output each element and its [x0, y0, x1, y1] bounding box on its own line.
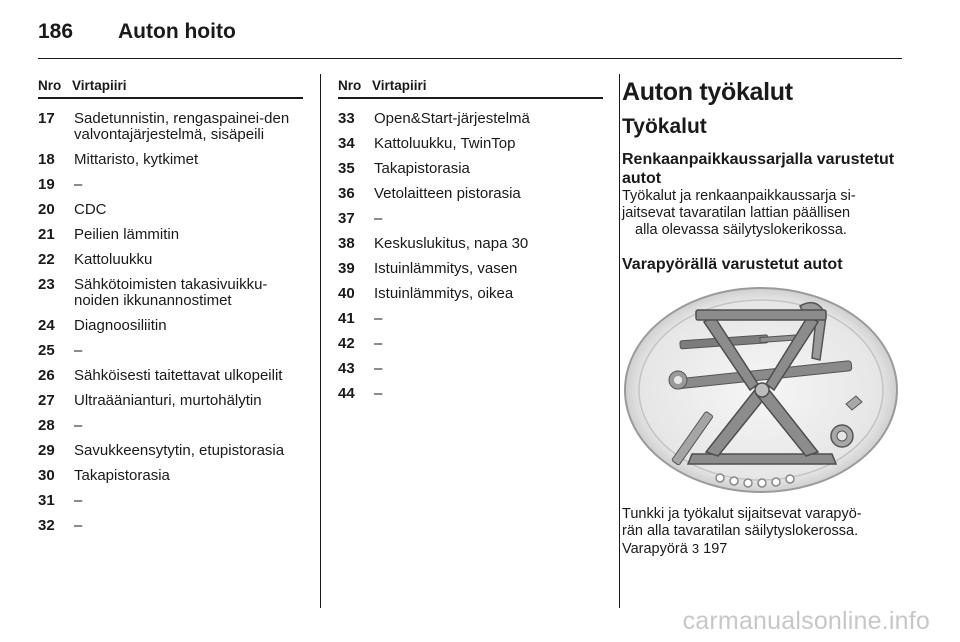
- table-row: [338, 286, 603, 302]
- page-reference-arrow-icon: 3: [691, 541, 700, 556]
- fuse-number: 39: [338, 260, 355, 277]
- kit-text-line: jaitsevat tavaratilan lattian päällisen: [622, 205, 851, 221]
- circuit-name: Savukkeensytytin, etupistorasia: [74, 442, 285, 459]
- fuse-number: 33: [338, 110, 355, 127]
- circuit-name: –: [74, 342, 83, 359]
- page-header: [38, 18, 902, 59]
- fuse-number: 42: [338, 335, 355, 352]
- fuse-number: 18: [38, 151, 55, 168]
- caption-line: Tunkki ja työkalut sijaitsevat varapyö-: [622, 506, 862, 522]
- fuse-number: 38: [338, 235, 355, 252]
- circuit-name: –: [374, 335, 383, 352]
- circuit-name: Takapistorasia: [74, 467, 170, 484]
- spare-wheel-tools-drawing: [622, 286, 900, 494]
- circuit-name: Istuinlämmitys, vasen: [374, 260, 518, 277]
- circuit-name: Kattoluukku: [74, 251, 153, 268]
- circuit-name: Peilien lämmitin: [74, 226, 180, 243]
- fuse-number: 35: [338, 160, 355, 177]
- circuit-name: Sähkötoimisten takasivuikku-noiden ikkunannostimet: [74, 276, 268, 309]
- circuit-name: Sadetunnistin, rengaspainei-den valvontajärjestelmä, sisäpeili: [74, 110, 290, 143]
- fuse-number: 32: [38, 517, 55, 534]
- table-row: [38, 177, 303, 193]
- kit-text-line: alla olevassa säilytyslokerikossa.: [635, 222, 847, 238]
- fuse-number: 22: [38, 251, 55, 268]
- column-divider: [619, 74, 620, 608]
- header-nro: Nro: [338, 78, 362, 93]
- table-rows: [338, 111, 603, 402]
- circuit-name: Vetolaitteen pistorasia: [374, 185, 521, 202]
- circuit-name: –: [74, 492, 83, 509]
- table-row: [38, 202, 303, 218]
- fuse-number: 19: [38, 176, 55, 193]
- table-row: [38, 152, 303, 168]
- fuse-number: 34: [338, 135, 355, 152]
- reference-page: 197: [703, 541, 728, 557]
- fuse-number: 36: [338, 185, 355, 202]
- fuse-number: 30: [38, 467, 55, 484]
- circuit-name: Sähköisesti taitettavat ulkopeilit: [74, 367, 283, 384]
- circuit-name: Kattoluukku, TwinTop: [374, 135, 516, 152]
- fuse-number: 27: [38, 392, 55, 409]
- fuse-number: 17: [38, 110, 55, 127]
- caption-line: rän alla tavaratilan säilytyslokerossa.: [622, 523, 859, 539]
- fuse-number: 40: [338, 285, 355, 302]
- table-row: [338, 161, 603, 177]
- fuse-number: 41: [338, 310, 355, 327]
- table-row: [38, 518, 303, 534]
- header-nro: Nro: [38, 78, 62, 93]
- circuit-name: –: [374, 360, 383, 377]
- fuse-table-left: [38, 78, 303, 543]
- fuse-number: 29: [38, 442, 55, 459]
- kit-heading: Renkaanpaikkaussarjalla varustetut autot: [622, 151, 895, 187]
- table-row: [338, 186, 603, 202]
- table-row: [38, 468, 303, 484]
- table-row: [38, 277, 303, 309]
- table-row: [38, 493, 303, 509]
- table-row: [338, 236, 603, 252]
- fuse-number: 43: [338, 360, 355, 377]
- column-divider: [320, 74, 321, 608]
- kit-text-line: Työkalut ja renkaanpaikkaussarja si-: [622, 188, 856, 204]
- table-row: [338, 261, 603, 277]
- table-row: [338, 386, 603, 402]
- table-row: [338, 336, 603, 352]
- circuit-name: Open&Start-järjestelmä: [374, 110, 530, 127]
- table-rows: [38, 111, 303, 534]
- table-row: [38, 227, 303, 243]
- table-row: [38, 111, 303, 143]
- fuse-number: 25: [38, 342, 55, 359]
- fuse-number: 31: [38, 492, 55, 509]
- fuse-number: 21: [38, 226, 55, 243]
- circuit-name: –: [374, 310, 383, 327]
- circuit-name: Diagnoosiliitin: [74, 317, 167, 334]
- circuit-name: CDC: [74, 201, 107, 218]
- table-row: [338, 211, 603, 227]
- fuse-table-right: [338, 78, 603, 411]
- table-row: [38, 343, 303, 359]
- table-row: [338, 361, 603, 377]
- page-title: Auton hoito: [118, 20, 236, 43]
- circuit-name: –: [74, 176, 83, 193]
- fuse-number: 44: [338, 385, 355, 402]
- table-row: [338, 136, 603, 152]
- table-row: [38, 443, 303, 459]
- fuse-number: 26: [38, 367, 55, 384]
- circuit-name: –: [74, 517, 83, 534]
- fuse-number: 24: [38, 317, 55, 334]
- table-row: [338, 111, 603, 127]
- circuit-name: Takapistorasia: [374, 160, 470, 177]
- circuit-name: –: [74, 417, 83, 434]
- table-header: [38, 78, 303, 99]
- fuse-number: 28: [38, 417, 55, 434]
- section-subtitle: Työkalut: [622, 115, 707, 138]
- spare-heading: Varapyörällä varustetut autot: [622, 256, 843, 273]
- tools-section: [622, 78, 910, 558]
- circuit-name: Ultraäänianturi, murtohälytin: [74, 392, 262, 409]
- circuit-name: –: [374, 210, 383, 227]
- jack-and-tools-illustration: [622, 286, 900, 494]
- fuse-number: 20: [38, 201, 55, 218]
- table-row: [38, 368, 303, 384]
- table-row: [38, 393, 303, 409]
- reference-label: Varapyörä: [622, 541, 688, 557]
- site-watermark: carmanualsonline.info: [682, 607, 930, 635]
- spare-wheel-reference[interactable]: [622, 540, 910, 558]
- circuit-name: Keskuslukitus, napa 30: [374, 235, 529, 252]
- header-circuit: Virtapiiri: [72, 78, 127, 93]
- table-header: [338, 78, 603, 99]
- header-circuit: Virtapiiri: [372, 78, 427, 93]
- section-title: Auton työkalut: [622, 78, 793, 106]
- fuse-number: 37: [338, 210, 355, 227]
- table-row: [338, 311, 603, 327]
- circuit-name: Mittaristo, kytkimet: [74, 151, 199, 168]
- fuse-number: 23: [38, 276, 55, 293]
- table-row: [38, 318, 303, 334]
- circuit-name: Istuinlämmitys, oikea: [374, 285, 514, 302]
- page-number: 186: [38, 20, 74, 43]
- circuit-name: –: [374, 385, 383, 402]
- table-row: [38, 252, 303, 268]
- table-row: [38, 418, 303, 434]
